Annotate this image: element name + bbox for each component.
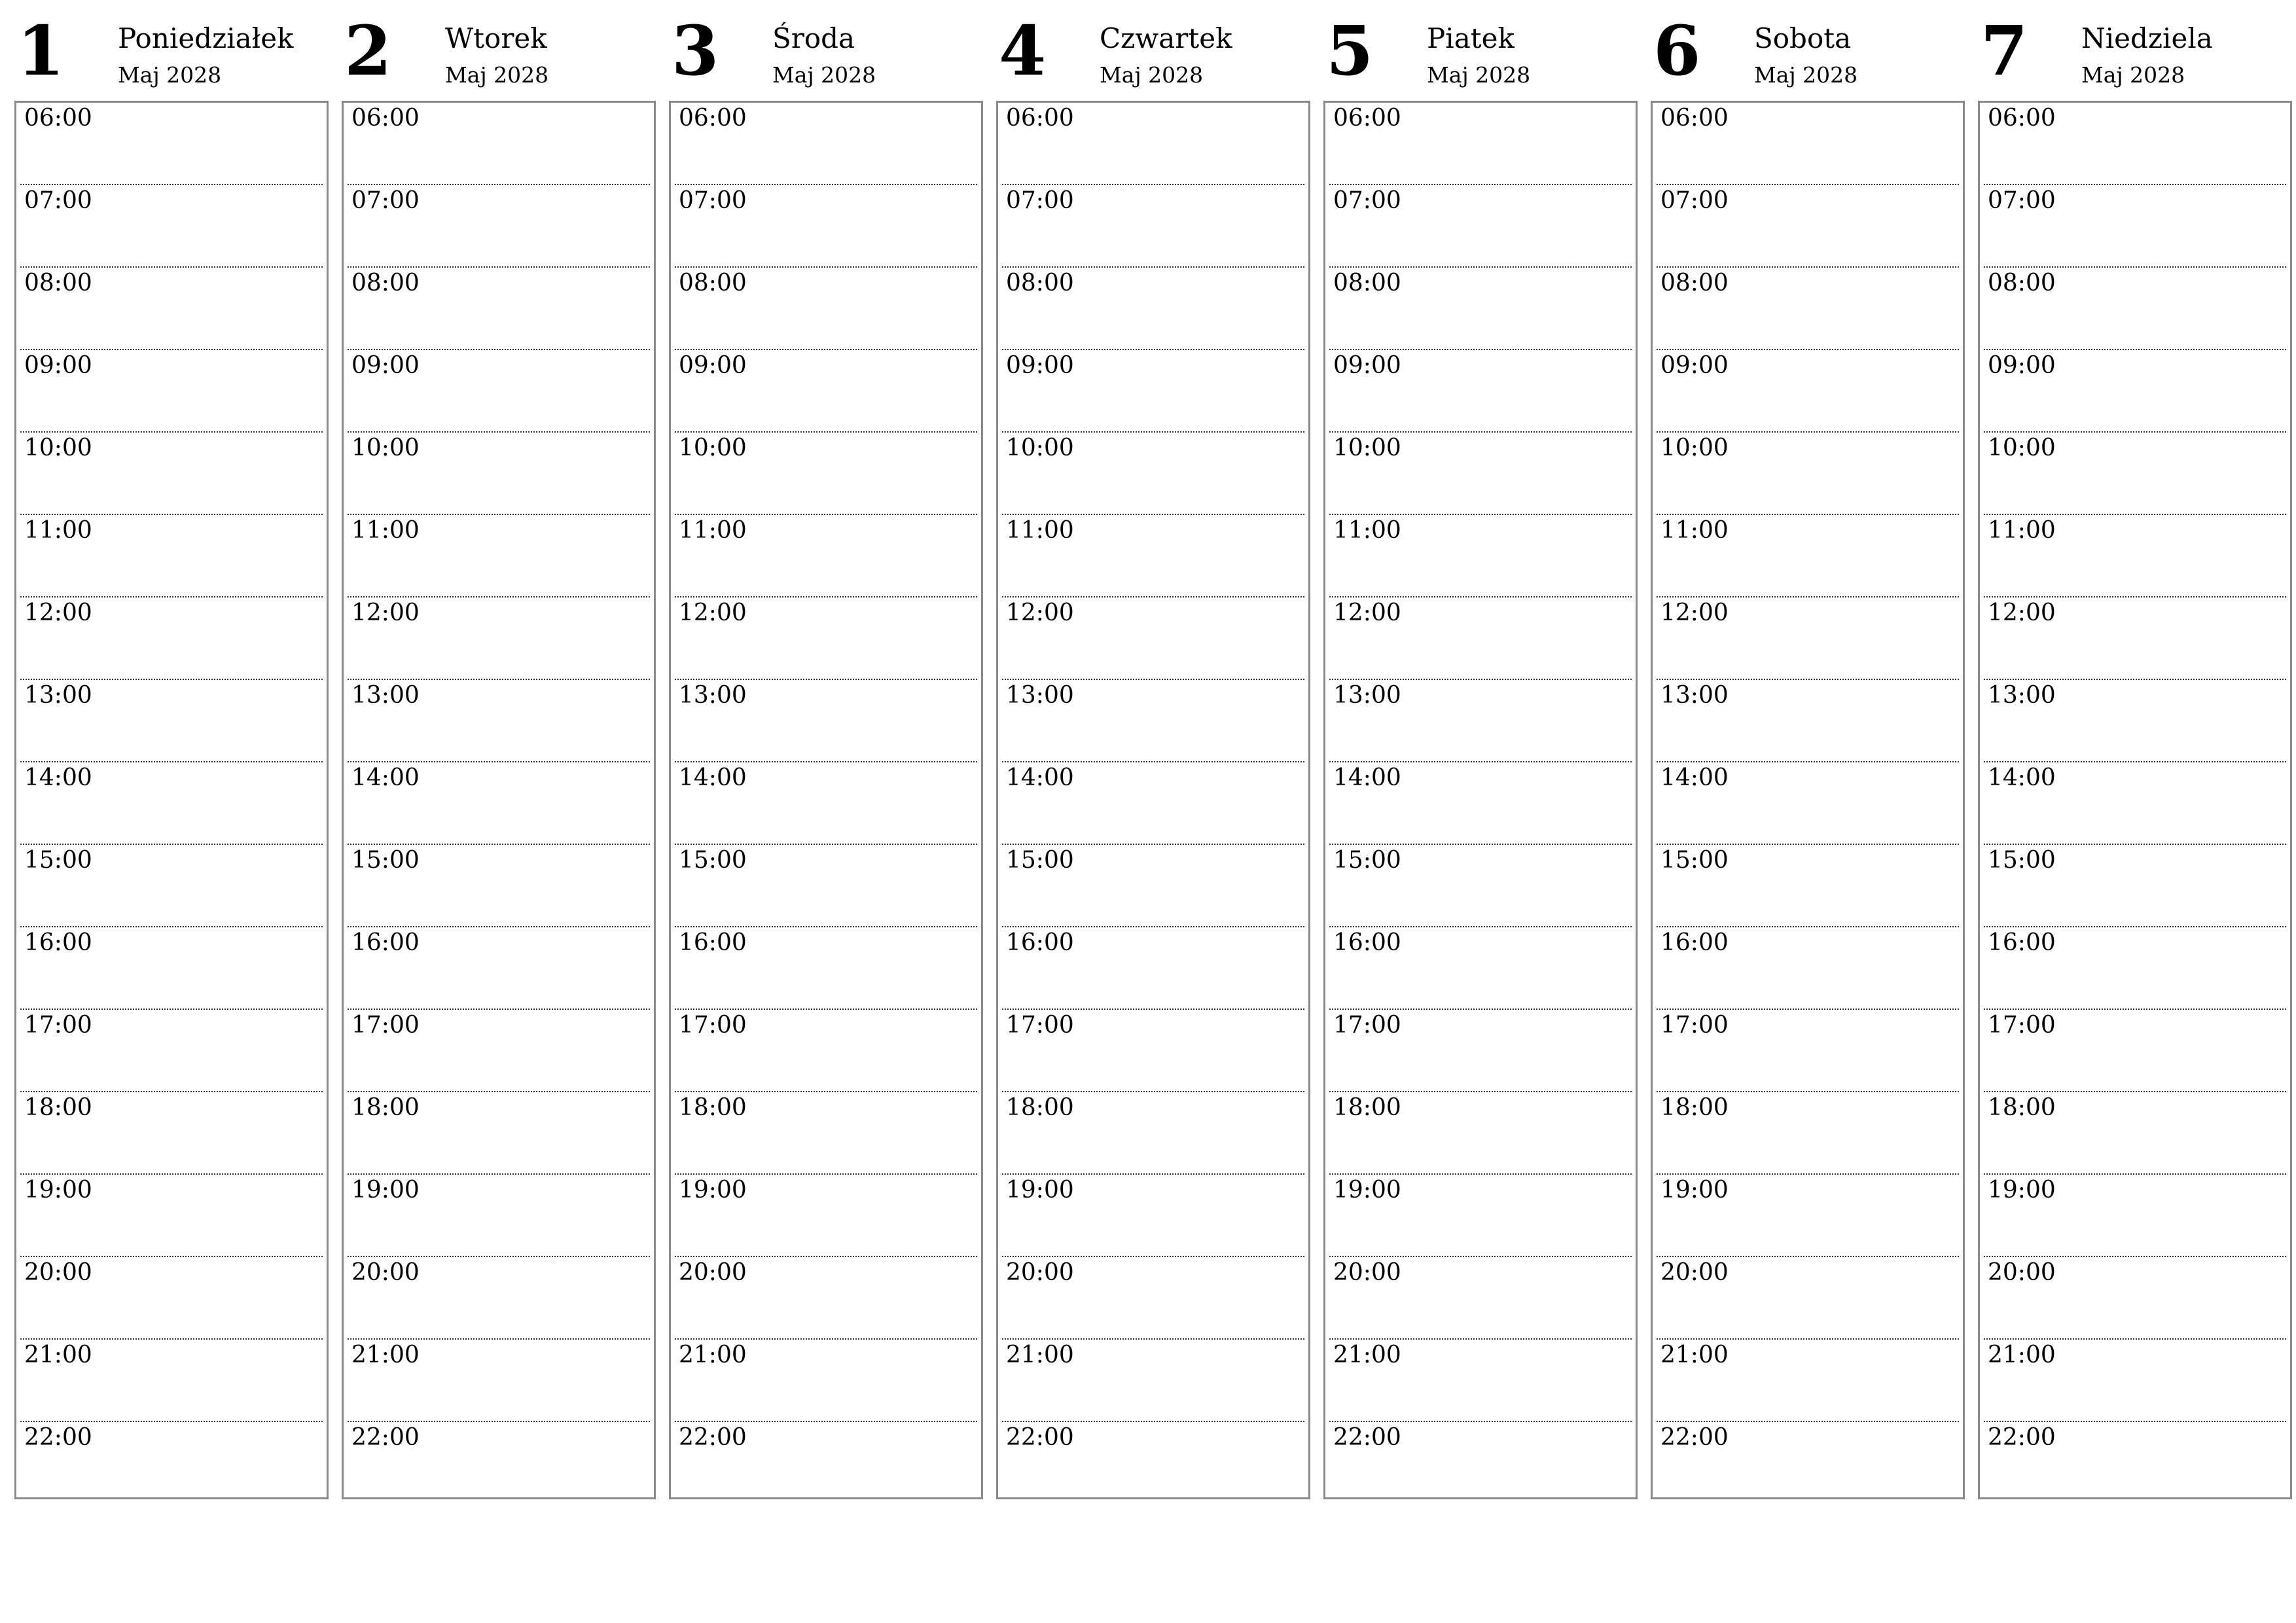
time-label: 19:00 xyxy=(24,1177,92,1204)
time-slot[interactable] xyxy=(675,1340,977,1422)
time-slot[interactable] xyxy=(1002,680,1304,762)
time-label: 17:00 xyxy=(679,1012,747,1039)
time-slot[interactable] xyxy=(1329,103,1632,185)
time-label: 21:00 xyxy=(679,1342,747,1368)
day-number: 3 xyxy=(672,10,719,91)
time-slot[interactable] xyxy=(675,762,977,845)
time-slot[interactable] xyxy=(348,350,650,433)
time-slot[interactable] xyxy=(348,515,650,597)
time-label: 17:00 xyxy=(1333,1012,1401,1039)
day-name: Poniedziałek xyxy=(118,22,294,54)
day-header xyxy=(14,0,327,98)
day-month: Maj 2028 xyxy=(2081,62,2185,88)
time-slot[interactable] xyxy=(1329,680,1632,762)
time-label: 14:00 xyxy=(679,764,747,791)
time-slot[interactable] xyxy=(20,1257,323,1340)
time-slot[interactable] xyxy=(1657,185,1959,268)
time-slot[interactable] xyxy=(1329,597,1632,680)
day-header xyxy=(342,0,655,98)
time-slot[interactable] xyxy=(348,1257,650,1340)
time-slot[interactable] xyxy=(1984,1175,2286,1257)
time-label: 20:00 xyxy=(1988,1259,2056,1286)
time-slot[interactable] xyxy=(348,1092,650,1175)
time-slot[interactable] xyxy=(1002,1257,1304,1340)
time-label: 11:00 xyxy=(1660,517,1729,544)
time-slot[interactable] xyxy=(1002,185,1304,268)
day-header xyxy=(1323,0,1636,98)
time-slot[interactable] xyxy=(1984,1092,2286,1175)
time-label: 12:00 xyxy=(1660,599,1729,626)
time-label: 19:00 xyxy=(1988,1177,2056,1204)
time-label: 06:00 xyxy=(1660,105,1729,132)
time-slot[interactable] xyxy=(20,1422,323,1503)
time-label: 19:00 xyxy=(1660,1177,1729,1204)
time-label: 07:00 xyxy=(679,187,747,214)
time-label: 14:00 xyxy=(1006,764,1074,791)
time-label: 22:00 xyxy=(351,1424,420,1451)
time-slot[interactable] xyxy=(348,680,650,762)
time-slot[interactable] xyxy=(20,1340,323,1422)
time-label: 21:00 xyxy=(1988,1342,2056,1368)
time-label: 15:00 xyxy=(1660,847,1729,874)
time-slot[interactable] xyxy=(1984,433,2286,515)
time-label: 10:00 xyxy=(1660,435,1729,461)
time-slot[interactable] xyxy=(1657,1422,1959,1503)
time-label: 20:00 xyxy=(1660,1259,1729,1286)
time-label: 06:00 xyxy=(351,105,420,132)
time-slot[interactable] xyxy=(1329,1340,1632,1422)
time-label: 07:00 xyxy=(1660,187,1729,214)
time-slot[interactable] xyxy=(1002,1092,1304,1175)
time-label: 12:00 xyxy=(24,599,92,626)
day-number: 1 xyxy=(17,10,65,91)
time-slot[interactable] xyxy=(1002,927,1304,1010)
time-slot[interactable] xyxy=(1657,1340,1959,1422)
time-label: 09:00 xyxy=(1006,352,1074,379)
time-slot[interactable] xyxy=(20,845,323,927)
day-name: Niedziela xyxy=(2081,22,2213,54)
day-number: 5 xyxy=(1326,10,1374,91)
day-name: Czwartek xyxy=(1100,22,1232,54)
time-slot[interactable] xyxy=(675,1010,977,1092)
day-column xyxy=(996,0,1309,1499)
time-label: 13:00 xyxy=(24,682,92,709)
time-label: 21:00 xyxy=(24,1342,92,1368)
time-label: 17:00 xyxy=(1006,1012,1074,1039)
time-slot[interactable] xyxy=(1657,1257,1959,1340)
time-label: 22:00 xyxy=(679,1424,747,1451)
day-column xyxy=(1651,0,1964,1499)
time-slot[interactable] xyxy=(1329,1010,1632,1092)
day-schedule xyxy=(1651,101,1965,1499)
time-label: 16:00 xyxy=(24,929,92,956)
time-slot[interactable] xyxy=(20,1175,323,1257)
time-slot[interactable] xyxy=(1657,680,1959,762)
time-label: 13:00 xyxy=(679,682,747,709)
time-label: 06:00 xyxy=(1006,105,1074,132)
day-month: Maj 2028 xyxy=(1100,62,1204,88)
time-slot[interactable] xyxy=(1329,268,1632,350)
time-slot[interactable] xyxy=(1329,1257,1632,1340)
day-column xyxy=(669,0,982,1499)
day-schedule xyxy=(996,101,1310,1499)
time-label: 08:00 xyxy=(679,270,747,296)
time-slot[interactable] xyxy=(1657,845,1959,927)
time-label: 09:00 xyxy=(351,352,420,379)
time-slot[interactable] xyxy=(1657,350,1959,433)
time-slot[interactable] xyxy=(1329,350,1632,433)
time-label: 18:00 xyxy=(1988,1094,2056,1121)
time-label: 15:00 xyxy=(1333,847,1401,874)
time-slot[interactable] xyxy=(20,350,323,433)
time-slot[interactable] xyxy=(348,1010,650,1092)
time-slot[interactable] xyxy=(348,433,650,515)
time-label: 11:00 xyxy=(24,517,92,544)
time-label: 09:00 xyxy=(1660,352,1729,379)
time-label: 08:00 xyxy=(24,270,92,296)
day-header xyxy=(669,0,982,98)
day-name: Sobota xyxy=(1754,22,1852,54)
day-month: Maj 2028 xyxy=(1427,62,1531,88)
time-slot[interactable] xyxy=(348,185,650,268)
time-slot[interactable] xyxy=(1329,845,1632,927)
time-slot[interactable] xyxy=(1657,597,1959,680)
time-slot[interactable] xyxy=(1002,845,1304,927)
time-label: 09:00 xyxy=(1333,352,1401,379)
time-slot[interactable] xyxy=(1984,103,2286,185)
weekly-planner xyxy=(14,0,2291,1499)
time-slot[interactable] xyxy=(1002,1422,1304,1503)
time-slot[interactable] xyxy=(1329,1175,1632,1257)
time-slot[interactable] xyxy=(675,597,977,680)
time-slot[interactable] xyxy=(675,185,977,268)
time-label: 11:00 xyxy=(1006,517,1074,544)
time-label: 12:00 xyxy=(1006,599,1074,626)
time-label: 07:00 xyxy=(351,187,420,214)
time-slot[interactable] xyxy=(20,1010,323,1092)
time-label: 18:00 xyxy=(1660,1094,1729,1121)
day-number: 7 xyxy=(1981,10,2028,91)
time-label: 20:00 xyxy=(679,1259,747,1286)
time-label: 13:00 xyxy=(1660,682,1729,709)
day-schedule xyxy=(342,101,656,1499)
time-slot[interactable] xyxy=(1002,350,1304,433)
time-label: 12:00 xyxy=(679,599,747,626)
time-slot[interactable] xyxy=(1984,597,2286,680)
time-label: 08:00 xyxy=(1333,270,1401,296)
time-slot[interactable] xyxy=(1329,1092,1632,1175)
time-label: 16:00 xyxy=(1988,929,2056,956)
time-slot[interactable] xyxy=(1984,845,2286,927)
time-label: 15:00 xyxy=(679,847,747,874)
time-label: 21:00 xyxy=(1333,1342,1401,1368)
time-slot[interactable] xyxy=(1984,185,2286,268)
time-label: 10:00 xyxy=(679,435,747,461)
time-label: 06:00 xyxy=(1988,105,2056,132)
time-slot[interactable] xyxy=(1002,1175,1304,1257)
time-slot[interactable] xyxy=(1984,1422,2286,1503)
time-label: 08:00 xyxy=(1006,270,1074,296)
time-label: 15:00 xyxy=(1988,847,2056,874)
time-label: 11:00 xyxy=(679,517,747,544)
time-label: 16:00 xyxy=(1333,929,1401,956)
day-column xyxy=(1323,0,1636,1499)
time-slot[interactable] xyxy=(1984,350,2286,433)
time-slot[interactable] xyxy=(1657,515,1959,597)
time-slot[interactable] xyxy=(1002,515,1304,597)
time-label: 22:00 xyxy=(1006,1424,1074,1451)
day-number: 2 xyxy=(344,10,392,91)
day-header xyxy=(996,0,1309,98)
time-label: 17:00 xyxy=(351,1012,420,1039)
time-label: 09:00 xyxy=(24,352,92,379)
day-schedule xyxy=(14,101,329,1499)
time-slot[interactable] xyxy=(675,350,977,433)
time-slot[interactable] xyxy=(348,845,650,927)
time-label: 19:00 xyxy=(1333,1177,1401,1204)
time-slot[interactable] xyxy=(1329,515,1632,597)
time-slot[interactable] xyxy=(20,433,323,515)
time-slot[interactable] xyxy=(1984,762,2286,845)
time-label: 17:00 xyxy=(1660,1012,1729,1039)
time-label: 22:00 xyxy=(1988,1424,2056,1451)
day-name: Środa xyxy=(772,22,855,54)
time-label: 20:00 xyxy=(1333,1259,1401,1286)
time-slot[interactable] xyxy=(1657,103,1959,185)
time-label: 12:00 xyxy=(1988,599,2056,626)
time-label: 18:00 xyxy=(1333,1094,1401,1121)
time-slot[interactable] xyxy=(675,845,977,927)
time-label: 18:00 xyxy=(351,1094,420,1121)
time-label: 17:00 xyxy=(1988,1012,2056,1039)
time-slot[interactable] xyxy=(348,927,650,1010)
time-label: 14:00 xyxy=(1988,764,2056,791)
day-schedule xyxy=(669,101,983,1499)
time-label: 14:00 xyxy=(24,764,92,791)
time-slot[interactable] xyxy=(1984,515,2286,597)
time-label: 12:00 xyxy=(1333,599,1401,626)
time-slot[interactable] xyxy=(675,1257,977,1340)
time-slot[interactable] xyxy=(1002,1010,1304,1092)
time-label: 11:00 xyxy=(351,517,420,544)
time-slot[interactable] xyxy=(1329,762,1632,845)
time-slot[interactable] xyxy=(675,433,977,515)
time-slot[interactable] xyxy=(348,597,650,680)
time-label: 10:00 xyxy=(24,435,92,461)
time-label: 16:00 xyxy=(1660,929,1729,956)
time-label: 13:00 xyxy=(1006,682,1074,709)
day-month: Maj 2028 xyxy=(1754,62,1858,88)
time-label: 20:00 xyxy=(351,1259,420,1286)
time-label: 17:00 xyxy=(24,1012,92,1039)
time-slot[interactable] xyxy=(1329,1422,1632,1503)
time-label: 14:00 xyxy=(1333,764,1401,791)
time-slot[interactable] xyxy=(1657,927,1959,1010)
time-label: 07:00 xyxy=(1006,187,1074,214)
time-slot[interactable] xyxy=(20,680,323,762)
time-label: 16:00 xyxy=(1006,929,1074,956)
time-slot[interactable] xyxy=(20,927,323,1010)
time-slot[interactable] xyxy=(1002,433,1304,515)
time-slot[interactable] xyxy=(1002,268,1304,350)
time-slot[interactable] xyxy=(348,103,650,185)
time-slot[interactable] xyxy=(675,927,977,1010)
day-month: Maj 2028 xyxy=(772,62,876,88)
time-slot[interactable] xyxy=(348,762,650,845)
time-label: 10:00 xyxy=(1333,435,1401,461)
time-label: 13:00 xyxy=(1988,682,2056,709)
time-label: 20:00 xyxy=(24,1259,92,1286)
time-label: 06:00 xyxy=(24,105,92,132)
time-slot[interactable] xyxy=(20,515,323,597)
day-name: Piatek xyxy=(1427,22,1515,54)
day-schedule xyxy=(1323,101,1638,1499)
time-label: 18:00 xyxy=(24,1094,92,1121)
time-slot[interactable] xyxy=(1329,927,1632,1010)
time-slot[interactable] xyxy=(1657,1092,1959,1175)
time-slot[interactable] xyxy=(1984,1010,2286,1092)
time-slot[interactable] xyxy=(20,185,323,268)
time-slot[interactable] xyxy=(1657,1175,1959,1257)
time-slot[interactable] xyxy=(1657,268,1959,350)
day-number: 6 xyxy=(1653,10,1701,91)
time-slot[interactable] xyxy=(1002,762,1304,845)
time-label: 15:00 xyxy=(24,847,92,874)
time-slot[interactable] xyxy=(675,515,977,597)
time-label: 19:00 xyxy=(679,1177,747,1204)
time-label: 21:00 xyxy=(1006,1342,1074,1368)
time-label: 14:00 xyxy=(1660,764,1729,791)
time-slot[interactable] xyxy=(675,680,977,762)
time-slot[interactable] xyxy=(20,1092,323,1175)
time-label: 07:00 xyxy=(24,187,92,214)
time-label: 16:00 xyxy=(351,929,420,956)
time-label: 20:00 xyxy=(1006,1259,1074,1286)
time-slot[interactable] xyxy=(1329,185,1632,268)
day-schedule xyxy=(1978,101,2292,1499)
time-slot[interactable] xyxy=(348,1340,650,1422)
time-label: 07:00 xyxy=(1333,187,1401,214)
time-label: 12:00 xyxy=(351,599,420,626)
time-label: 22:00 xyxy=(1660,1424,1729,1451)
time-label: 10:00 xyxy=(351,435,420,461)
day-month: Maj 2028 xyxy=(118,62,222,88)
time-label: 11:00 xyxy=(1333,517,1401,544)
time-slot[interactable] xyxy=(675,1092,977,1175)
time-label: 13:00 xyxy=(351,682,420,709)
time-slot[interactable] xyxy=(1657,762,1959,845)
day-month: Maj 2028 xyxy=(445,62,549,88)
time-label: 21:00 xyxy=(1660,1342,1729,1368)
time-slot[interactable] xyxy=(1002,597,1304,680)
day-header xyxy=(1978,0,2291,98)
day-name: Wtorek xyxy=(445,22,547,54)
time-label: 18:00 xyxy=(679,1094,747,1121)
time-label: 13:00 xyxy=(1333,682,1401,709)
time-slot[interactable] xyxy=(1002,103,1304,185)
time-label: 06:00 xyxy=(1333,105,1401,132)
time-slot[interactable] xyxy=(20,268,323,350)
time-label: 18:00 xyxy=(1006,1094,1074,1121)
time-slot[interactable] xyxy=(1329,433,1632,515)
time-slot[interactable] xyxy=(1657,433,1959,515)
time-label: 19:00 xyxy=(1006,1177,1074,1204)
time-slot[interactable] xyxy=(1984,1257,2286,1340)
time-label: 16:00 xyxy=(679,929,747,956)
time-label: 06:00 xyxy=(679,105,747,132)
time-label: 08:00 xyxy=(351,270,420,296)
time-label: 09:00 xyxy=(1988,352,2056,379)
time-label: 22:00 xyxy=(1333,1424,1401,1451)
time-slot[interactable] xyxy=(675,1175,977,1257)
time-label: 07:00 xyxy=(1988,187,2056,214)
time-label: 08:00 xyxy=(1660,270,1729,296)
time-label: 14:00 xyxy=(351,764,420,791)
time-slot[interactable] xyxy=(1657,1010,1959,1092)
time-slot[interactable] xyxy=(1984,927,2286,1010)
time-slot[interactable] xyxy=(348,1422,650,1503)
time-label: 10:00 xyxy=(1988,435,2056,461)
time-slot[interactable] xyxy=(675,268,977,350)
time-slot[interactable] xyxy=(675,103,977,185)
time-slot[interactable] xyxy=(675,1422,977,1503)
time-label: 08:00 xyxy=(1988,270,2056,296)
time-label: 15:00 xyxy=(1006,847,1074,874)
time-label: 21:00 xyxy=(351,1342,420,1368)
time-slot[interactable] xyxy=(1002,1340,1304,1422)
time-slot[interactable] xyxy=(348,268,650,350)
time-slot[interactable] xyxy=(348,1175,650,1257)
time-slot[interactable] xyxy=(20,762,323,845)
time-slot[interactable] xyxy=(1984,680,2286,762)
day-header xyxy=(1651,0,1964,98)
time-label: 10:00 xyxy=(1006,435,1074,461)
time-label: 19:00 xyxy=(351,1177,420,1204)
time-slot[interactable] xyxy=(1984,1340,2286,1422)
day-column xyxy=(342,0,655,1499)
time-slot[interactable] xyxy=(1984,268,2286,350)
time-label: 15:00 xyxy=(351,847,420,874)
day-column xyxy=(14,0,327,1499)
time-slot[interactable] xyxy=(20,103,323,185)
time-label: 22:00 xyxy=(24,1424,92,1451)
day-column xyxy=(1978,0,2291,1499)
time-label: 09:00 xyxy=(679,352,747,379)
day-number: 4 xyxy=(999,10,1047,91)
time-slot[interactable] xyxy=(20,597,323,680)
time-label: 11:00 xyxy=(1988,517,2056,544)
